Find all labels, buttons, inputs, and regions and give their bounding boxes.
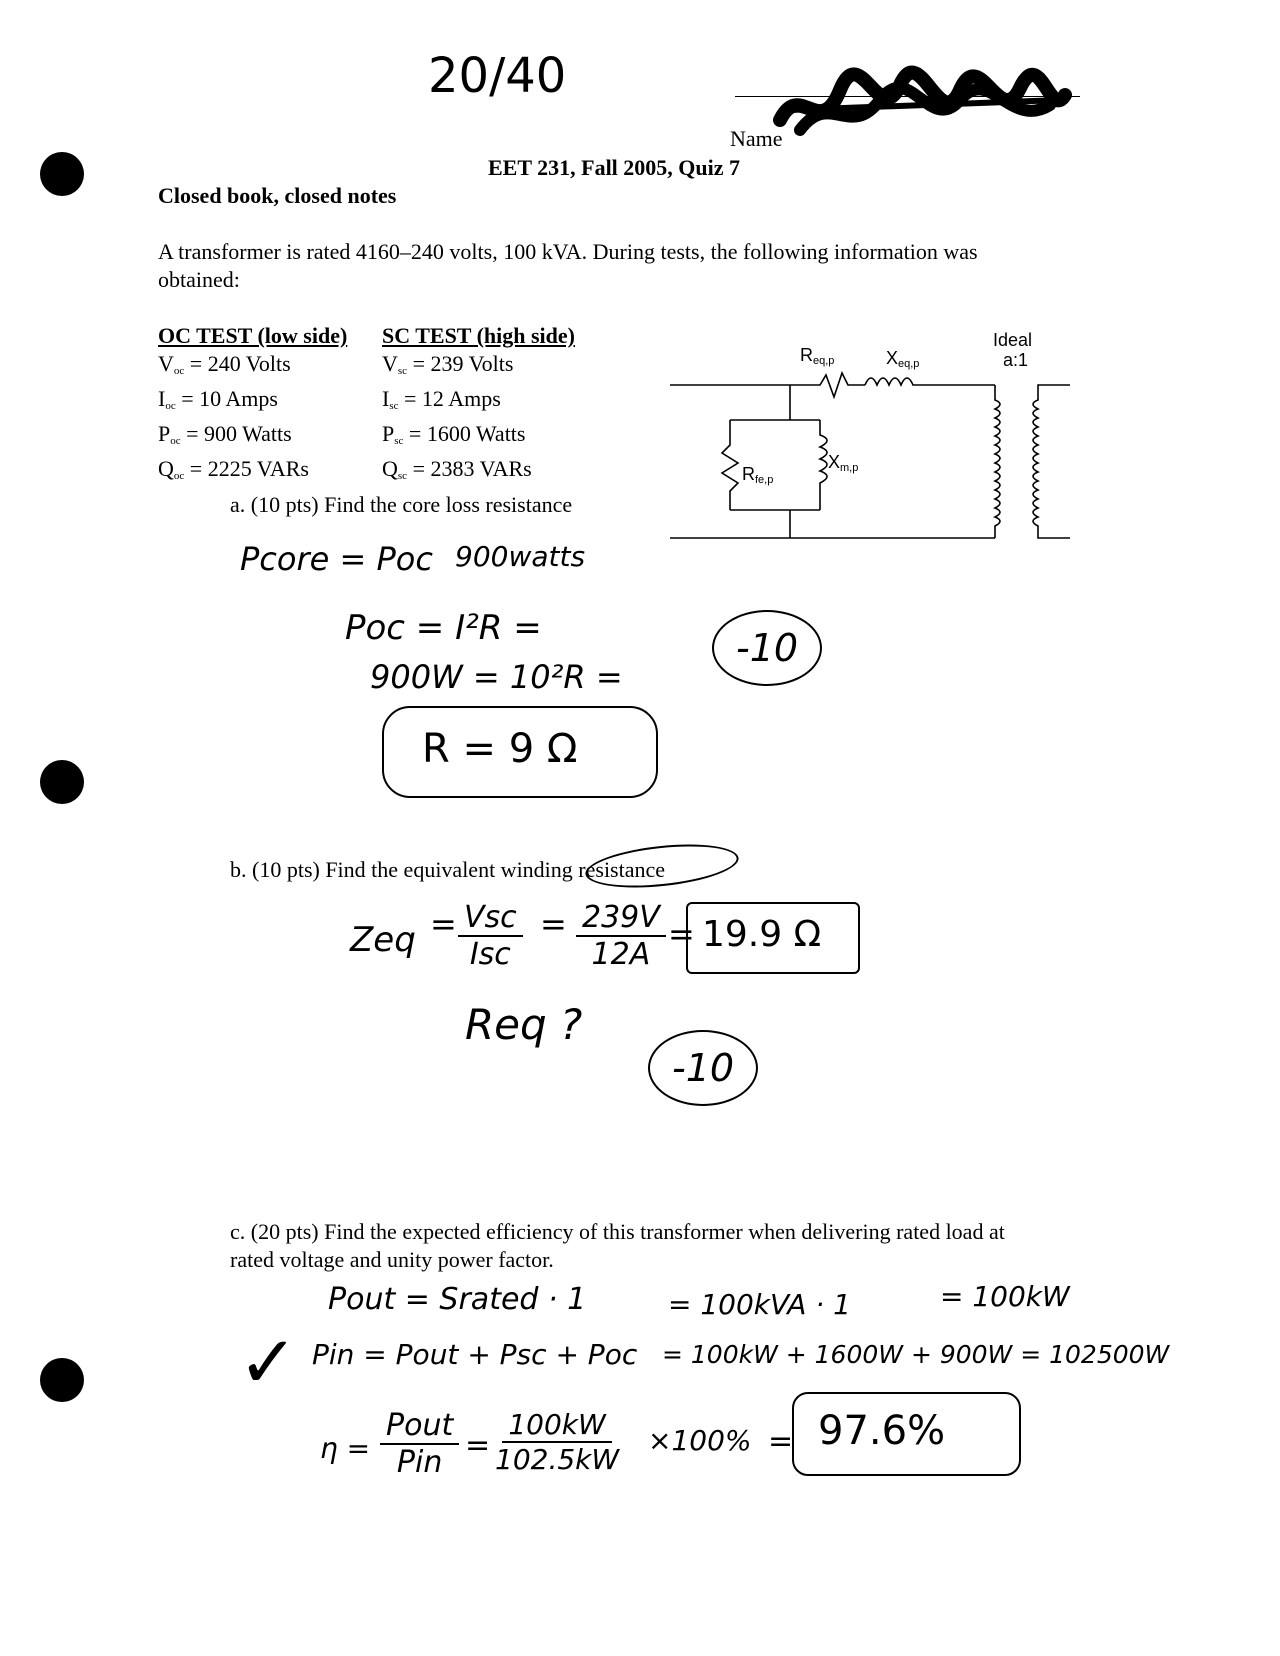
part-c-eq2: = — [768, 1424, 794, 1459]
part-b-eq3: = — [668, 915, 695, 953]
problem-intro-line2: obtained: — [158, 267, 240, 292]
oc-row: $V_{oc} = 240$ Volts — [158, 351, 291, 377]
score: 20/40 — [428, 48, 567, 104]
sc-row: $Q_{sc} = 2383$ VARs — [382, 456, 532, 482]
sc-row: $V_{sc} = 239$ Volts — [382, 351, 514, 377]
part-b-question: b. (10 pts) Find the equivalent winding resistance — [230, 857, 666, 882]
part-c-question-line2: rated voltage and unity power factor. — [230, 1247, 554, 1272]
part-b-req-question: Req ? — [465, 1000, 583, 1049]
req-label: $R_{eq,p}$ — [800, 345, 835, 367]
sc-test-block — [382, 322, 575, 490]
part-c-work-line2b: = 100kW + 1600W + 900W = 102500W — [662, 1340, 1170, 1369]
name-label: Name — [730, 126, 783, 151]
part-c-work-line1b: = 100kVA · 1 — [668, 1288, 851, 1321]
part-c-work-line2: Pin = Pout + Psc + Poc — [312, 1338, 638, 1371]
ratio-label: a:1 — [1003, 350, 1029, 370]
oc-row: $I_{oc} = 10$ Amps — [158, 386, 278, 412]
oc-test-block — [158, 322, 347, 490]
part-a-work-line1b: 900watts — [455, 540, 586, 573]
part-a-grade: -10 — [712, 610, 822, 686]
part-a-question: a. (10 pts) Find the core loss resistance — [230, 492, 573, 517]
part-c-answer: 97.6% — [818, 1408, 946, 1454]
part-a-work-line1: Pcore = Poc — [240, 540, 433, 578]
sc-row: $P_{sc} = 1600$ Watts — [382, 421, 526, 447]
part-c-frac2: $\frac{100kW}{102.5kW}$ — [495, 1408, 620, 1476]
part-a-work-line2: Poc = I²R = — [345, 608, 542, 648]
part-b-answer-box — [686, 902, 860, 974]
sc-test-heading: SC TEST (high side) — [382, 323, 575, 348]
part-c-question-line1: c. (20 pts) Find the expected efficiency of this transformer when delivering rated load at — [230, 1219, 1005, 1244]
ideal-label: Ideal — [993, 330, 1033, 350]
part-b-answer: 19.9 Ω — [702, 914, 822, 955]
part-c-mult: ×100% — [648, 1424, 752, 1457]
oc-row: $P_{oc} = 900$ Watts — [158, 421, 292, 447]
quiz-title: EET 231, Fall 2005, Quiz 7 — [488, 155, 741, 180]
hole-punch-top — [40, 152, 84, 196]
problem-intro-line1: A transformer is rated 4160–240 volts, 100 kVA. During tests, the following information was — [158, 239, 978, 264]
part-c-eq1: = — [465, 1428, 491, 1463]
hole-punch-bottom — [40, 1358, 84, 1402]
top-wire — [670, 373, 865, 397]
sc-row: $I_{sc} = 12$ Amps — [382, 386, 501, 412]
rfe-label: $R_{fe,p}$ — [742, 464, 774, 486]
part-b-frac1: Vsc Isc — [458, 900, 523, 972]
part-c-work-line1c: = 100kW — [940, 1280, 1070, 1313]
highlight-ellipse — [583, 838, 740, 894]
part-b-zeq: Zeq — [350, 920, 416, 960]
oc-test-heading: OC TEST (low side) — [158, 323, 348, 348]
exam-rules: Closed book, closed notes — [158, 183, 397, 208]
part-a-answer-box — [382, 706, 658, 798]
part-a-work-line3: 900W = 10²R = — [370, 658, 623, 696]
part-c-work-line1: Pout = Srated · 1 — [328, 1282, 587, 1317]
part-b-eq2: = — [540, 905, 567, 943]
part-a-answer: R = 9 Ω — [422, 726, 578, 772]
part-b-grade: -10 — [648, 1030, 758, 1106]
part-c-check: ✓ — [238, 1320, 299, 1404]
xeq-label: $X_{eq,p}$ — [886, 348, 920, 370]
part-c-eta: η = — [320, 1432, 371, 1465]
part-c-frac1: Pout Pin — [380, 1408, 459, 1480]
part-b-eq1: = — [430, 905, 457, 943]
redacted-name-scribble — [760, 60, 1080, 150]
part-c-answer-box — [792, 1392, 1021, 1476]
part-b-frac2: $\frac{239V}{12A}$ — [576, 900, 666, 972]
xeq-inductor — [865, 378, 995, 385]
oc-row: $Q_{oc} = 2225$ VARs — [158, 456, 309, 482]
hole-punch-middle — [40, 760, 84, 804]
xm-label: $X_{m,p}$ — [828, 452, 859, 474]
